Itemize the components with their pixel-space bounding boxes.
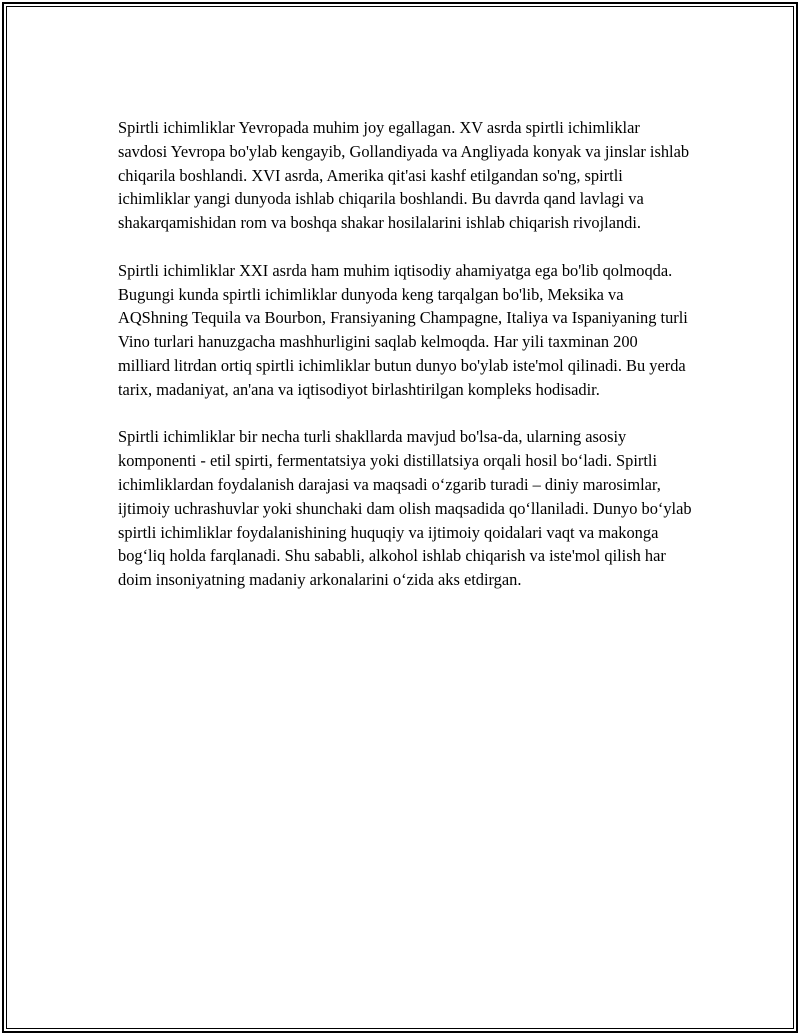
document-body [118, 116, 693, 616]
paragraph-economy: Spirtli ichimliklar XXI asrda ham muhim iqtisodiy ahamiyatga ega bo'lib qolmoqda. Bugungi kunda spirtli ichimliklar dunyoda keng tarqalgan bo'lib, Meksika va AQShning Tequila va Bourbon, Fransiyaning Champagne, Italiya va Ispaniyaning turli Vino turlari hanuzgacha mashhurligini saqlab kelmoqda. Har yili taxminan 200 milliard litrdan ortiq spirtli ichimliklar butun dunyo bo'ylab iste'mol qilinadi. Bu yerda tarix, madaniyat, an'ana va iqtisodiyot birlashtirilgan kompleks hodisadir. [118, 260, 688, 399]
paragraph-culture: Spirtli ichimliklar bir necha turli shakllarda mavjud bo'lsa-da, ularning asosiy komponenti - etil spirti, fermentatsiya yoki distillatsiya orqali hosil bo‘ladi. Spirtli ichimliklardan foydalanish darajasi va maqsadi o‘zgarib turadi – diniy marosimlar, ijtimoiy uchrashuvlar yoki shunchaki dam olish maqsadida qo‘llaniladi. Dunyo bo‘ylab spirtli ichimliklar foydalanishining huquqiy va ijtimoiy qoidalari vaqt va makonga bog‘liq holda farqlanadi. Shu sababli, alkohol ishlab chiqarish va iste'mol qilish har doim insoniyatning madaniy arkonalarini o‘zida aks etdirgan. [118, 427, 692, 590]
paragraph-history: Spirtli ichimliklar Yevropada muhim joy egallagan. XV asrda spirtli ichimliklar savdosi Yevropa bo'ylab kengayib, Gollandiyada va Angliyada konyak va jinslar ishlab chiqarila boshlandi. XVI asrda, Amerika qit'asi kashf etilgandan so'ng, spirtli ichimliklar yangi dunyoda ishlab chiqarila boshlandi. Bu davrda qand lavlagi va shakarqamishidan rom va boshqa shakar hosilalarini ishlab chiqarish rivojlandi. [118, 118, 690, 233]
